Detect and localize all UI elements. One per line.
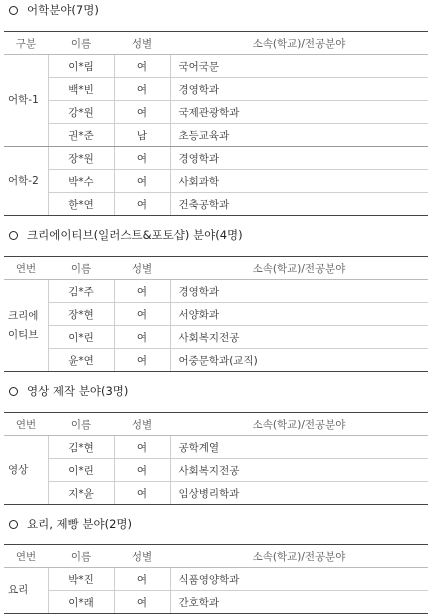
name-cell: 한*연 <box>48 193 114 216</box>
group-label: 크리에 이티브 <box>4 280 48 372</box>
name-cell: 강*원 <box>48 101 114 124</box>
major-cell: 국제관광학과 <box>170 101 428 124</box>
table-row <box>4 147 428 170</box>
table-row <box>4 326 428 349</box>
column-header: 성별 <box>114 413 170 436</box>
section-title-video: 영상 제작 분야(3명) <box>9 383 128 399</box>
gender-cell: 여 <box>114 349 170 372</box>
gender-cell: 여 <box>114 280 170 303</box>
gender-cell: 남 <box>114 124 170 147</box>
column-header: 소속(학교)/전공분야 <box>170 257 428 280</box>
column-header: 연번 <box>4 413 48 436</box>
column-header: 성별 <box>114 257 170 280</box>
major-cell: 공학계열 <box>170 436 428 459</box>
name-cell: 김*현 <box>48 436 114 459</box>
group-label: 영상 <box>4 436 48 505</box>
major-cell: 사회복지전공 <box>170 326 428 349</box>
name-cell: 권*준 <box>48 124 114 147</box>
major-cell: 경영학과 <box>170 78 428 101</box>
video-table <box>4 412 428 505</box>
section-title-creative: 크리에이티브(일러스트&포토샵) 분야(4명) <box>9 227 243 243</box>
table-row <box>4 482 428 505</box>
gender-cell: 여 <box>114 568 170 591</box>
major-cell: 경영학과 <box>170 280 428 303</box>
major-cell: 사회복지전공 <box>170 459 428 482</box>
name-cell: 이*린 <box>48 326 114 349</box>
major-cell: 임상병리학과 <box>170 482 428 505</box>
circle-bullet-icon <box>9 520 18 529</box>
column-header: 소속(학교)/전공분야 <box>170 413 428 436</box>
group-label: 요리 <box>4 568 48 614</box>
cooking-table <box>4 544 428 614</box>
table-row <box>4 124 428 147</box>
major-cell: 간호학과 <box>170 591 428 614</box>
major-cell: 초등교육과 <box>170 124 428 147</box>
name-cell: 백*빈 <box>48 78 114 101</box>
section-title-cooking: 요리, 제빵 분야(2명) <box>9 516 132 532</box>
group-label: 어학-2 <box>4 147 48 216</box>
section-title-language: 어학분야(7명) <box>9 2 99 18</box>
table-header-row <box>4 413 428 436</box>
column-header: 이름 <box>48 257 114 280</box>
major-cell: 사회과학 <box>170 170 428 193</box>
major-cell: 식품영양학과 <box>170 568 428 591</box>
table-row <box>4 280 428 303</box>
circle-bullet-icon <box>9 6 18 15</box>
name-cell: 장*현 <box>48 303 114 326</box>
gender-cell: 여 <box>114 591 170 614</box>
creative-table <box>4 256 428 372</box>
name-cell: 지*윤 <box>48 482 114 505</box>
table-row <box>4 303 428 326</box>
name-cell: 박*진 <box>48 568 114 591</box>
table-row <box>4 170 428 193</box>
name-cell: 윤*연 <box>48 349 114 372</box>
name-cell: 박*수 <box>48 170 114 193</box>
gender-cell: 여 <box>114 101 170 124</box>
column-header: 연번 <box>4 257 48 280</box>
name-cell: 이*린 <box>48 459 114 482</box>
column-header: 성별 <box>114 545 170 568</box>
table-row <box>4 101 428 124</box>
table-row <box>4 55 428 78</box>
column-header: 소속(학교)/전공분야 <box>170 545 428 568</box>
gender-cell: 여 <box>114 78 170 101</box>
gender-cell: 여 <box>114 147 170 170</box>
column-header: 연번 <box>4 545 48 568</box>
gender-cell: 여 <box>114 326 170 349</box>
table-row <box>4 193 428 216</box>
gender-cell: 여 <box>114 303 170 326</box>
table-header-row <box>4 32 428 55</box>
name-cell: 장*원 <box>48 147 114 170</box>
column-header: 이름 <box>48 32 114 55</box>
language-table <box>4 31 428 216</box>
gender-cell: 여 <box>114 459 170 482</box>
gender-cell: 여 <box>114 193 170 216</box>
gender-cell: 여 <box>114 170 170 193</box>
column-header: 소속(학교)/전공분야 <box>170 32 428 55</box>
column-header: 성별 <box>114 32 170 55</box>
major-cell: 국어국문 <box>170 55 428 78</box>
major-cell: 서양화과 <box>170 303 428 326</box>
group-label: 어학-1 <box>4 55 48 147</box>
table-row <box>4 436 428 459</box>
column-header: 이름 <box>48 545 114 568</box>
table-row <box>4 78 428 101</box>
gender-cell: 여 <box>114 55 170 78</box>
name-cell: 이*림 <box>48 55 114 78</box>
name-cell: 김*주 <box>48 280 114 303</box>
major-cell: 어중문학과(교직) <box>170 349 428 372</box>
table-row <box>4 591 428 614</box>
name-cell: 이*래 <box>48 591 114 614</box>
major-cell: 경영학과 <box>170 147 428 170</box>
gender-cell: 여 <box>114 482 170 505</box>
table-row <box>4 568 428 591</box>
major-cell: 건축공학과 <box>170 193 428 216</box>
circle-bullet-icon <box>9 231 18 240</box>
column-header: 구분 <box>4 32 48 55</box>
table-row <box>4 459 428 482</box>
table-row <box>4 349 428 372</box>
column-header: 이름 <box>48 413 114 436</box>
table-header-row <box>4 545 428 568</box>
table-header-row <box>4 257 428 280</box>
gender-cell: 여 <box>114 436 170 459</box>
circle-bullet-icon <box>9 387 18 396</box>
